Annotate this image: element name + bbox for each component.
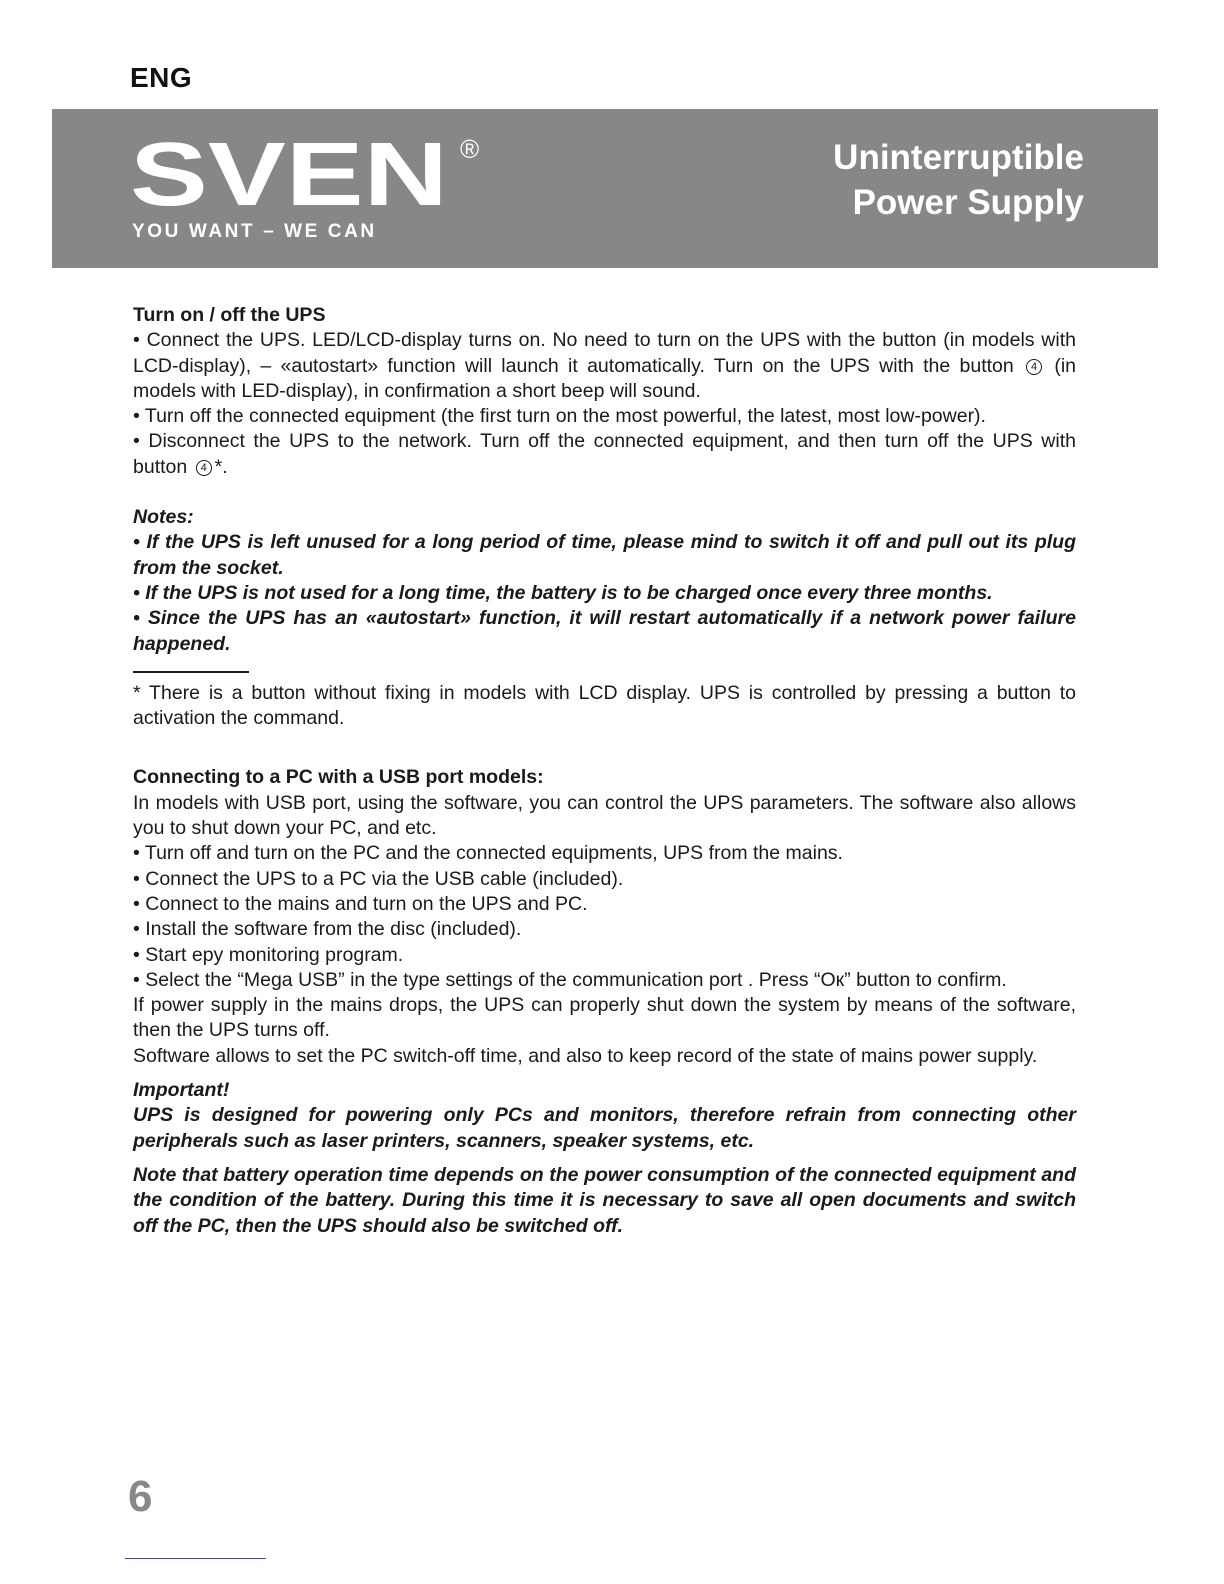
important-heading: Important! <box>133 1079 230 1102</box>
bullet-text: • Disconnect the UPS to the network. Turn off the connected equipment, and then turn off the UPS with button <box>133 430 1076 478</box>
button-4-icon: 4 <box>1026 359 1042 375</box>
note-unused: • If the UPS is left unused for a long period of time, please mind to switch it off and pull out its plug from the socket. <box>133 531 1076 579</box>
important-text: UPS is designed for powering only PCs and monitors, therefore refrain from connecting other peripherals such as laser printers, scanners, speaker systems, etc. <box>133 1104 1076 1152</box>
svg-text:6: 6 <box>128 1478 153 1518</box>
language-label: ENG <box>130 62 193 93</box>
sven-logo <box>130 139 460 211</box>
bottom-link-line <box>125 1558 266 1559</box>
note-charge: • If the UPS is not used for a long time, the battery is to be charged once every three months. <box>133 581 993 604</box>
registered-mark: ® <box>460 134 480 164</box>
header-banner <box>52 109 1158 268</box>
page-title <box>833 135 1084 225</box>
power-drop-paragraph: If power supply in the mains drops, the UPS can properly shut down the system by means of the software, then the UPS turns off. <box>133 994 1076 1042</box>
bullet-text: • Connect the UPS. LED/LCD-display turns on. No need to turn on the UPS with the button (in models with LCD-display), – «autostart» function will launch it automatically. Turn on the UPS with the button <box>133 329 1076 377</box>
list-item: • Connect the UPS to a PC via the USB cable (included). <box>133 867 624 890</box>
bullet-text: (in models with LED-display), in confirmation a short beep will sound. <box>133 354 1077 402</box>
document-body <box>133 303 1076 1239</box>
notes-heading: Notes: <box>133 506 194 529</box>
page-number <box>128 1478 168 1518</box>
title-line-1: Uninterruptible <box>833 138 1084 177</box>
list-item: • Start epy monitoring program. <box>133 943 404 966</box>
bullet-disconnect-ups <box>133 429 1076 480</box>
section-heading-usb: Connecting to a PC with a USB port models: <box>133 766 544 789</box>
software-paragraph: Software allows to set the PC switch-off time, and also to keep record of the state of mains power supply. <box>133 1044 1038 1067</box>
title-line-2: Power Supply <box>852 183 1084 222</box>
bullet-connect-ups <box>133 328 1076 404</box>
brand-tagline: YOU WANT – WE CAN <box>132 221 377 242</box>
note-autostart: • Since the UPS has an «autostart» function, it will restart automatically if a network power failure happened. <box>133 607 1076 655</box>
bullet-text: *. <box>214 455 228 478</box>
footnote: * There is a button without fixing in models with LCD display. UPS is controlled by pressing a button to activation the command. <box>133 681 1076 730</box>
list-item: • Turn off and turn on the PC and the connected equipments, UPS from the mains. <box>133 842 843 865</box>
bullet-turn-off-equipment: • Turn off the connected equipment (the first turn on the most powerful, the latest, most low-power). <box>133 405 986 428</box>
list-item: • Select the “Mega USB” in the type settings of the communication port . Press “Oк” button to confirm. <box>133 968 1007 991</box>
footnote-divider <box>133 671 249 673</box>
list-item: • Connect to the mains and turn on the UPS and PC. <box>133 892 588 915</box>
usb-intro: In models with USB port, using the software, you can control the UPS parameters. The software also allows you to shut down your PC, and etc. <box>133 791 1076 840</box>
section-heading-turn-on-off: Turn on / off the UPS <box>133 304 326 326</box>
button-4-icon: 4 <box>196 460 212 476</box>
battery-note: Note that battery operation time depends on the power consumption of the connected equipment and the condition of the battery. During this time it is necessary to save all open documents and switch off the PC, then the UPS should also be switched off. <box>133 1163 1076 1237</box>
brand-wordmark: SVEN <box>130 139 448 211</box>
list-item: • Install the software from the disc (included). <box>133 918 522 941</box>
